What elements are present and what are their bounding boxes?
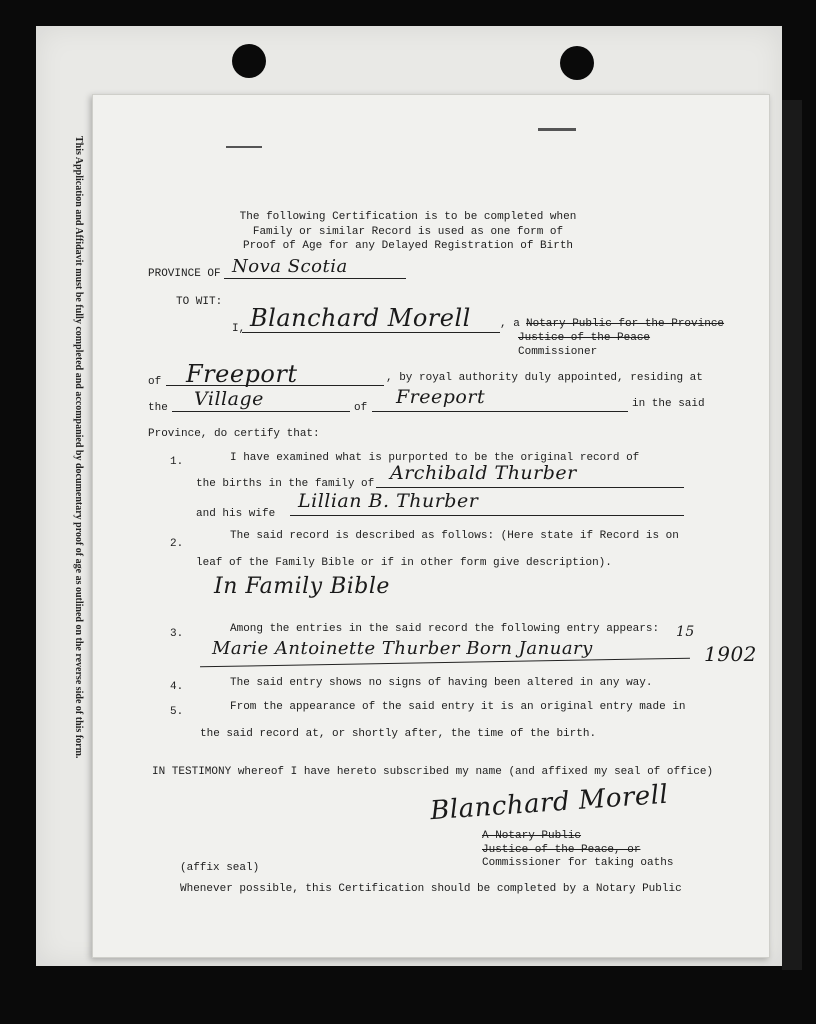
officer-signature: Blanchard Morell bbox=[429, 779, 670, 827]
item4-text: The said entry shows no signs of having been altered in any way. bbox=[230, 677, 653, 689]
affix-seal-label: (affix seal) bbox=[180, 862, 260, 874]
side-instruction: This Application and Affidavit must be fully completed and accompanied by documentary proof of age as outlined on the reverse side of this form. bbox=[73, 136, 84, 759]
of-place: Freeport bbox=[186, 360, 298, 388]
province-certify: Province, do certify that: bbox=[148, 428, 320, 440]
binding-strip bbox=[782, 100, 802, 970]
father-line bbox=[376, 487, 684, 488]
item5-line1: From the appearance of the said entry it is an original entry made in bbox=[230, 701, 686, 713]
officer-sep: , a bbox=[500, 318, 520, 330]
item5-number: 5. bbox=[170, 706, 184, 718]
item1-line1: I have examined what is purported to be the original record of bbox=[230, 452, 640, 464]
testimony-text: IN TESTIMONY whereof I have hereto subscribed my name (and affixed my seal of office) bbox=[152, 766, 714, 778]
wife-label: and his wife bbox=[196, 508, 276, 520]
officer-option-notary: Notary Public for the Province bbox=[526, 318, 725, 330]
town-value: Freeport bbox=[396, 386, 486, 408]
officer-option-justice: Justice of the Peace bbox=[518, 332, 651, 344]
the-of-label: of bbox=[354, 402, 368, 414]
birth-year: 1902 bbox=[704, 642, 757, 666]
birth-entry: Marie Antoinette Thurber Born January bbox=[212, 638, 593, 659]
paper-mark bbox=[226, 146, 262, 148]
item4-number: 4. bbox=[170, 681, 184, 693]
to-wit-label: TO WIT: bbox=[176, 296, 223, 308]
item2-line1: The said record is described as follows: (Here state if Record is on bbox=[230, 530, 679, 542]
province-value: Nova Scotia bbox=[232, 256, 348, 277]
village-value: Village bbox=[194, 388, 264, 410]
village-line bbox=[172, 411, 350, 412]
officer-prefix: I, bbox=[232, 323, 246, 335]
province-line bbox=[224, 278, 406, 279]
sig-option-justice: Justice of the Peace, or bbox=[482, 844, 641, 856]
the-tail: in the said bbox=[632, 398, 705, 410]
item2-number: 2. bbox=[170, 538, 184, 550]
heading-line-2: Family or similar Record is used as one form of bbox=[252, 226, 564, 238]
of-text: , by royal authority duly appointed, residing at bbox=[386, 372, 703, 384]
heading-line-1: The following Certification is to be completed when bbox=[239, 211, 577, 223]
officer-name: Blanchard Morell bbox=[250, 304, 471, 332]
sig-option-notary: A Notary Public bbox=[482, 830, 582, 842]
item2-line2: leaf of the Family Bible or if in other form give description). bbox=[196, 557, 612, 569]
wife-line bbox=[290, 515, 684, 516]
officer-line bbox=[242, 332, 500, 333]
birth-day: 15 bbox=[676, 624, 695, 640]
town-line bbox=[372, 411, 628, 412]
father-name: Archibald Thurber bbox=[390, 462, 577, 484]
wife-name: Lillian B. Thurber bbox=[298, 490, 479, 512]
item1-number: 1. bbox=[170, 456, 184, 468]
item1-line2: the births in the family of bbox=[196, 478, 375, 490]
province-label: PROVINCE OF bbox=[148, 268, 221, 280]
certification-form bbox=[92, 94, 770, 958]
the-label: the bbox=[148, 402, 168, 414]
item3-line1: Among the entries in the said record the following entry appears: bbox=[230, 623, 660, 635]
punch-hole-left bbox=[232, 44, 266, 78]
paper-mark bbox=[538, 128, 576, 131]
officer-option-commissioner: Commissioner bbox=[518, 346, 598, 358]
item3-number: 3. bbox=[170, 628, 184, 640]
of-label: of bbox=[148, 376, 162, 388]
of-line bbox=[166, 385, 384, 386]
heading-line-3: Proof of Age for any Delayed Registration of Birth bbox=[242, 240, 574, 252]
record-description: In Family Bible bbox=[214, 574, 390, 599]
sig-option-commissioner: Commissioner for taking oaths bbox=[482, 857, 674, 869]
footer-note: Whenever possible, this Certification should be completed by a Notary Public bbox=[180, 883, 682, 895]
item5-line2: the said record at, or shortly after, the time of the birth. bbox=[200, 728, 597, 740]
punch-hole-right bbox=[560, 46, 594, 80]
